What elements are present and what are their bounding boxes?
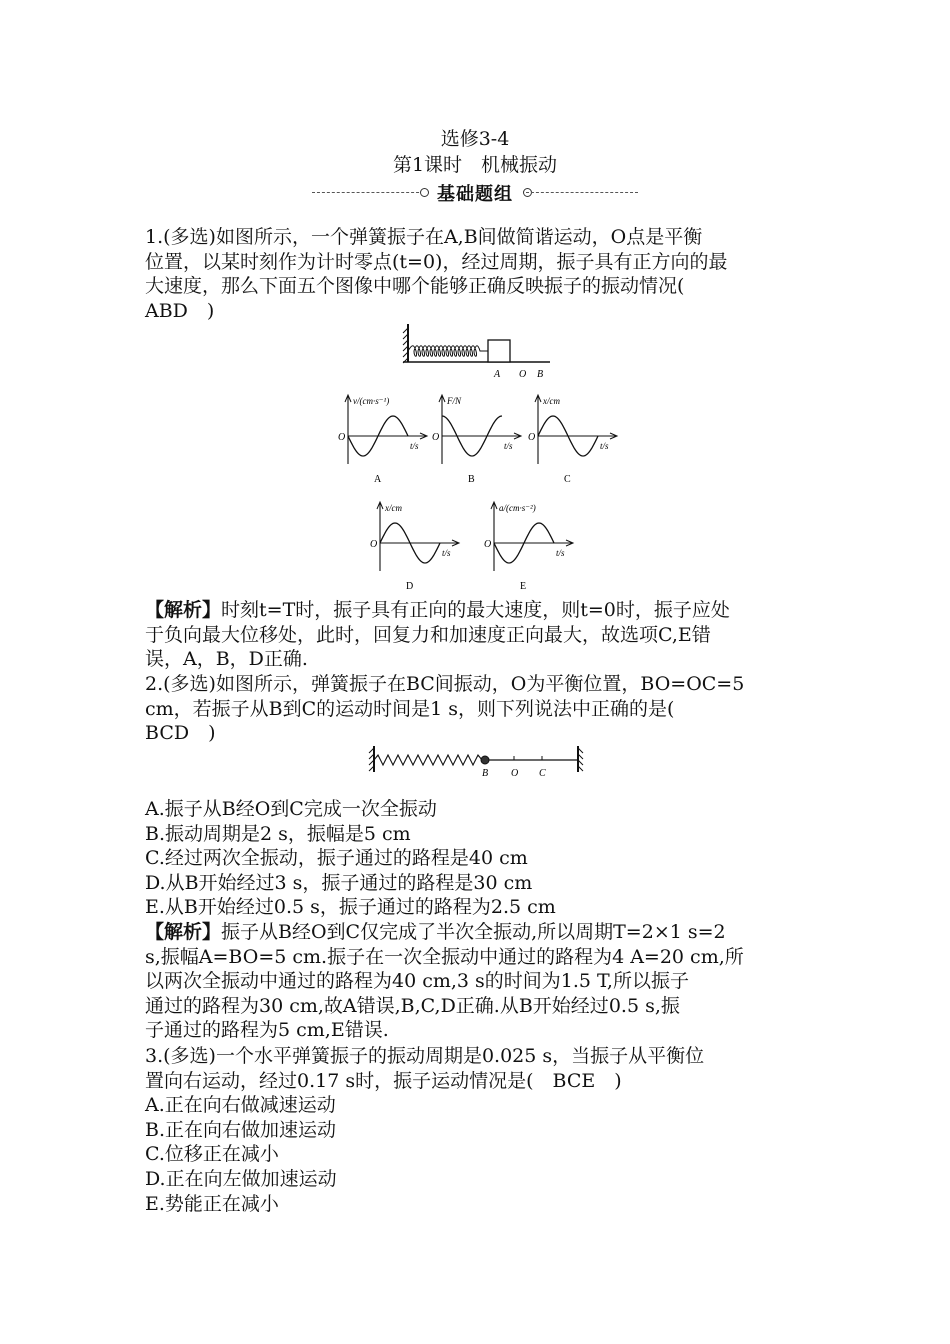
- graph-b-xlabel: t/s: [504, 441, 513, 451]
- q3-option-b: B.正在向右做加速运动: [145, 1118, 337, 1141]
- q1-analysis: [145, 598, 815, 672]
- graph-d-letter: D: [406, 581, 414, 592]
- q1-analysis-line-3: 误，A，B，D正确.: [145, 648, 308, 671]
- graph-e-origin: O: [484, 539, 492, 550]
- graph-b-origin: O: [432, 432, 440, 443]
- q3-option-a: A.正在向右做减速运动: [145, 1094, 336, 1117]
- graph-c-xlabel: t/s: [600, 441, 609, 451]
- banner-right-rule: [526, 192, 638, 193]
- q3-option-c: C.位移正在减小: [145, 1143, 279, 1166]
- q3-option-d: D.正在向左做加速运动: [145, 1167, 337, 1190]
- question-2: [145, 672, 815, 746]
- q2-option-c: C.经过两次全振动，振子通过的路程是40 cm: [145, 847, 528, 870]
- q1-line: 大速度，那么下面五个图像中哪个能够正确反映振子的振动情况(: [145, 275, 685, 298]
- graph-d-origin: O: [370, 539, 378, 550]
- q2-option-e: E.从B开始经过0.5 s，振子通过的路程为2.5 cm: [145, 896, 556, 919]
- q2-analysis-line-4: 通过的路程为30 cm,故A错误,B,C,D正确.从B开始经过0.5 s,振: [145, 994, 680, 1017]
- chapter-title: 选修3-4: [440, 128, 510, 150]
- graph-c-origin: O: [528, 432, 536, 443]
- graph-a-ylabel: v/(cm·s⁻¹): [353, 396, 390, 406]
- graph-e-letter: E: [520, 581, 527, 592]
- question-1: [145, 225, 815, 323]
- q1-line: ABD ): [145, 299, 215, 322]
- bco-label-b: B: [482, 768, 489, 779]
- graph-options-figure: [320, 388, 630, 598]
- q2-option-b: B.振动周期是2 s，振幅是5 cm: [145, 822, 411, 845]
- bco-label-c: C: [539, 768, 546, 779]
- graph-a-xlabel: t/s: [410, 441, 419, 451]
- q2-analysis-line-2: s,振幅A=BO=5 cm.振子在一次全振动中通过的路程为4 A=20 cm,所: [145, 945, 744, 968]
- graph-e-xlabel: t/s: [556, 548, 565, 558]
- graph-a-letter: A: [374, 474, 382, 485]
- q2-line: BCD ): [145, 722, 216, 745]
- q2-option-d: D.从B开始经过3 s，振子通过的路程是30 cm: [145, 871, 533, 894]
- q2-analysis-line-5: 子通过的路程为5 cm,E错误.: [145, 1019, 389, 1042]
- q1-line: 位置，以某时刻作为计时零点(t=0)，经过周期，振子具有正方向的最: [145, 250, 728, 273]
- q2-option-a: A.振子从B经O到C完成一次全振动: [145, 798, 437, 820]
- q2-options: [145, 797, 815, 920]
- graph-c-ylabel: x/cm: [543, 396, 560, 406]
- spring-label-a: A: [494, 369, 501, 380]
- graph-e-ylabel: a/(cm·s⁻²): [499, 503, 536, 513]
- banner-left-rule: [312, 192, 424, 193]
- q3-line: 3.(多选)一个水平弹簧振子的振动周期是0.025 s，当振子从平衡位: [145, 1045, 705, 1067]
- graph-a-origin: O: [338, 432, 346, 443]
- spring-oscillator-figure: [400, 322, 560, 380]
- spring-label-b: B: [537, 369, 544, 380]
- q3-option-e: E.势能正在减小: [145, 1192, 279, 1215]
- graph-b-ylabel: F/N: [447, 396, 462, 406]
- section-label: 基础题组: [437, 184, 513, 205]
- graph-b-letter: B: [468, 474, 475, 485]
- q1-analysis-line-2: 于负向最大位移处，此时，回复力和加速度正向最大，故选项C,E错: [145, 623, 711, 646]
- q2-analysis-line-1: 【解析】振子从B经O到C仅完成了半次全振动,所以周期T=2×1 s=2: [145, 921, 726, 943]
- analysis-tag: 【解析】: [145, 921, 222, 943]
- question-3: [145, 1044, 815, 1216]
- spring-bco-figure: [368, 744, 586, 780]
- graph-d-ylabel: x/cm: [385, 503, 402, 513]
- banner-left-dot: [420, 188, 429, 197]
- q2-analysis: [145, 920, 815, 1043]
- bco-label-o: O: [511, 768, 519, 779]
- analysis-tag: 【解析】: [145, 599, 222, 621]
- q2-line: 2.(多选)如图所示，弹簧振子在BC间振动，O为平衡位置，BO=OC=5: [145, 673, 745, 695]
- q2-analysis-line-3: 以两次全振动中通过的路程为40 cm,3 s的时间为1.5 T,所以振子: [145, 970, 689, 993]
- spring-label-o: O: [519, 369, 527, 380]
- q2-line: cm，若振子从B到C的运动时间是1 s，则下列说法中正确的是(: [145, 697, 675, 720]
- section-banner: [312, 180, 638, 206]
- lesson-title: 第1课时 机械振动: [392, 154, 558, 176]
- q3-line: 置向右运动，经过0.17 s时，振子运动情况是( BCE ): [145, 1069, 622, 1092]
- q1-line: 1.(多选)如图所示，一个弹簧振子在A,B间做简谐运动，O点是平衡: [145, 226, 703, 248]
- q1-analysis-line-1: 【解析】时刻t=T时，振子具有正向的最大速度，则t=0时，振子应处: [145, 599, 730, 621]
- graph-c-letter: C: [564, 474, 571, 485]
- graph-d-xlabel: t/s: [442, 548, 451, 558]
